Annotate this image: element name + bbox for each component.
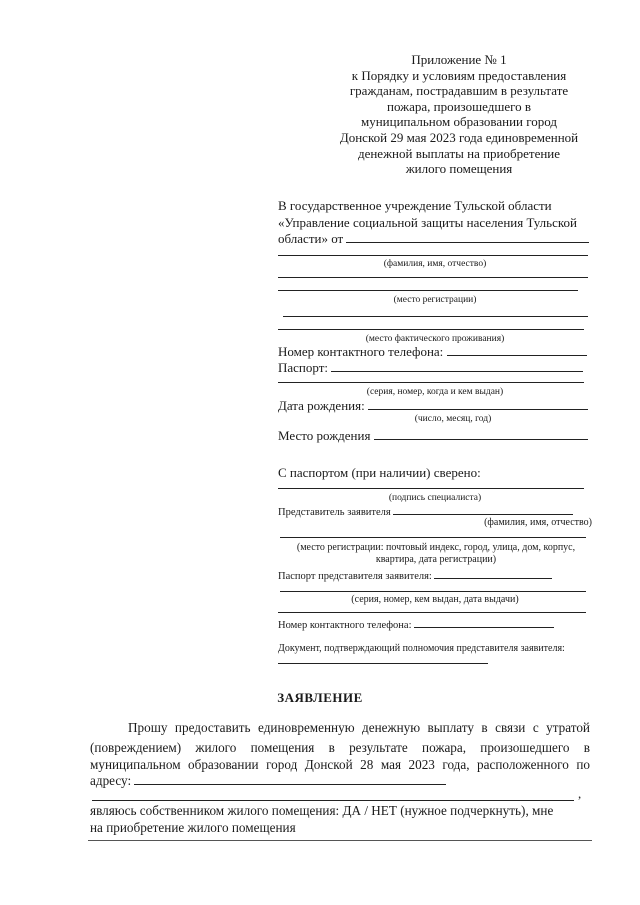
birth-date-field[interactable] bbox=[368, 399, 588, 410]
statement-line-2: (повреждением) жилого помещения в результате пожара, произошедшего в bbox=[90, 740, 590, 755]
rep-passport-line-3[interactable] bbox=[278, 612, 586, 613]
caption-rep-registration-1: (место регистрации: почтовый индекс, город, улица, дом, корпус, bbox=[296, 542, 576, 553]
rep-phone-label: Номер контактного телефона: bbox=[278, 620, 412, 631]
residence-line-2[interactable] bbox=[278, 329, 584, 330]
from-label: области» от bbox=[278, 231, 344, 246]
applicant-name-line[interactable] bbox=[278, 255, 588, 256]
phone-label: Номер контактного телефона: bbox=[278, 344, 444, 359]
annex-line: жилого помещения bbox=[405, 161, 513, 177]
verified-label: С паспортом (при наличии) сверено: bbox=[278, 465, 481, 480]
bottom-divider bbox=[88, 840, 592, 841]
caption-fio: (фамилия, имя, отчество) bbox=[383, 259, 487, 269]
birth-place-label: Место рождения bbox=[278, 428, 371, 443]
applicant-name-field[interactable] bbox=[346, 232, 589, 243]
caption-rep-fio: (фамилия, имя, отчество) bbox=[484, 517, 592, 528]
registration-line-1[interactable] bbox=[278, 277, 588, 278]
address-line-2[interactable] bbox=[92, 800, 574, 801]
annex-header bbox=[318, 52, 600, 177]
passport-row bbox=[278, 360, 592, 376]
statement-title: ЗАЯВЛЕНИЕ bbox=[277, 690, 363, 705]
caption-registration: (место регистрации) bbox=[393, 295, 477, 305]
ownership-line-2: на приобретение жилого помещения bbox=[90, 820, 296, 835]
address-comma: , bbox=[578, 786, 582, 801]
rep-document-line[interactable] bbox=[278, 663, 488, 664]
phone-row bbox=[278, 344, 592, 360]
rep-passport-row bbox=[278, 568, 592, 583]
birth-date-row bbox=[278, 398, 592, 414]
caption-birth-date: (число, месяц, год) bbox=[414, 414, 492, 424]
address-field[interactable] bbox=[134, 774, 446, 785]
addressee-line-1: В государственное учреждение Тульской области bbox=[278, 198, 552, 213]
representative-label: Представитель заявителя bbox=[278, 507, 391, 518]
passport-field[interactable] bbox=[331, 361, 583, 372]
passport-line-2[interactable] bbox=[278, 382, 584, 383]
annex-line: Донской 29 мая 2023 года единовременной bbox=[339, 129, 579, 145]
annex-line: муниципальном образовании город bbox=[360, 114, 558, 130]
registration-line-2[interactable] bbox=[278, 290, 578, 291]
rep-passport-line-2[interactable] bbox=[280, 591, 586, 592]
caption-residence: (место фактического проживания) bbox=[365, 334, 505, 344]
annex-line: денежной выплаты на приобретение bbox=[357, 145, 561, 161]
rep-passport-field[interactable] bbox=[434, 568, 552, 579]
rep-passport-label: Паспорт представителя заявителя: bbox=[278, 571, 432, 582]
rep-phone-field[interactable] bbox=[414, 617, 554, 628]
representative-field[interactable] bbox=[393, 504, 573, 515]
addressee-line-2: «Управление социальной защиты населения Тульской bbox=[278, 215, 577, 230]
phone-field[interactable] bbox=[447, 345, 587, 356]
annex-line: пожара, произошедшего в bbox=[386, 98, 532, 114]
caption-rep-registration-2: квартира, дата регистрации) bbox=[375, 554, 497, 565]
residence-line-1[interactable] bbox=[283, 316, 588, 317]
rep-document-label: Документ, подтверждающий полномочия представителя заявителя: bbox=[278, 643, 565, 654]
rep-registration-line[interactable] bbox=[280, 537, 586, 538]
annex-line: Приложение № 1 bbox=[411, 52, 507, 67]
birth-place-row bbox=[278, 428, 592, 444]
statement-line-1: Прошу предоставить единовременную денежную выплату в связи с утратой bbox=[128, 720, 590, 735]
caption-passport: (серия, номер, когда и кем выдан) bbox=[366, 387, 504, 397]
annex-line: к Порядку и условиям предоставления bbox=[351, 67, 567, 83]
address-label: адресу: bbox=[90, 773, 132, 788]
birth-place-field[interactable] bbox=[374, 429, 588, 440]
addressee-line-3 bbox=[278, 231, 592, 247]
specialist-signature-line[interactable] bbox=[278, 488, 584, 489]
ownership-line-1: являюсь собственником жилого помещения: ДА / НЕТ (нужное подчеркнуть), мне bbox=[90, 803, 554, 818]
birth-date-label: Дата рождения: bbox=[278, 398, 365, 413]
statement-address-row bbox=[90, 772, 590, 789]
statement-line-3: муниципальном образовании город Донской 28 мая 2023 года, расположенного по bbox=[90, 757, 590, 772]
caption-rep-passport: (серия, номер, кем выдан, дата выдачи) bbox=[351, 594, 519, 605]
annex-line: гражданам, пострадавшим в результате bbox=[349, 83, 569, 99]
rep-phone-row bbox=[278, 617, 592, 632]
caption-specialist: (подпись специалиста) bbox=[388, 493, 482, 503]
passport-label: Паспорт: bbox=[278, 360, 329, 375]
